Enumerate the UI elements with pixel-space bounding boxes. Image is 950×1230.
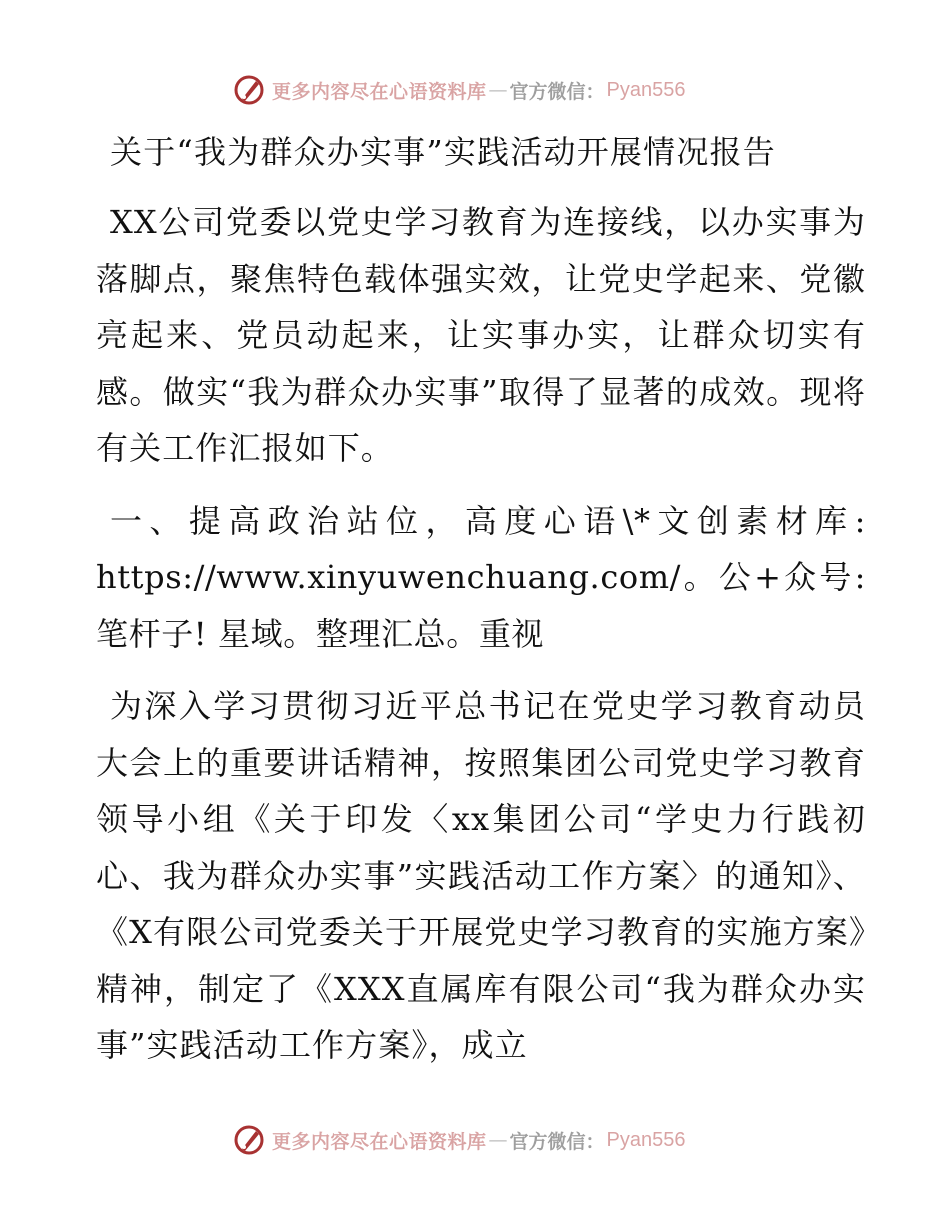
watermark-wechat-id: Pyan556 [606,78,686,101]
paragraph-section-heading: 一、提高政治站位，高度心语\*文创素材库: https://www.xinyuwenchuang.com/。公+众号: 笔杆子! 星域。整理汇总。重视 [96,501,866,653]
watermark-label: 官方微信： [509,1130,605,1153]
watermark-label: 官方微信： [509,80,605,103]
paragraph-body: 为深入学习贯彻习近平总书记在党史学习教育动员大会上的重要讲话精神，按照集团公司党史学习教育领导小组《关于印发〈xx集团公司“学史力行践初心、我为群众办实事”实践活动工作方案〉的通知》、《X有限公司党委关于开展党史学习教育的实施方案》精神，制定了《XXX直属库有限公司“我为群众办实事”实践活动工作方案》，成立 [96,687,866,1064]
watermark-dash: — [488,1129,508,1151]
watermark-text: 更多内容尽在心语资料库 [272,1130,487,1153]
paragraph-intro: XX公司党委以党史学习教育为连接线，以办实事为落脚点，聚焦特色载体强实效，让党史学起来、党徽亮起来、党员动起来，让实事办实，让群众切实有感。做实“我为群众办实事”取得了显著的成效。现将有关工作汇报如下。 [96,203,866,467]
footer-watermark [232,1122,686,1158]
document-title: 关于“我为群众办实事”实践活动开展情况报告 [110,133,776,171]
quill-pen-circle-icon [232,1123,266,1157]
document-body [96,118,866,1090]
header-watermark [232,72,686,108]
quill-pen-circle-icon [232,73,266,107]
watermark-text: 更多内容尽在心语资料库 [272,80,487,103]
watermark-wechat-id: Pyan556 [606,1128,686,1151]
watermark-dash: — [488,79,508,101]
